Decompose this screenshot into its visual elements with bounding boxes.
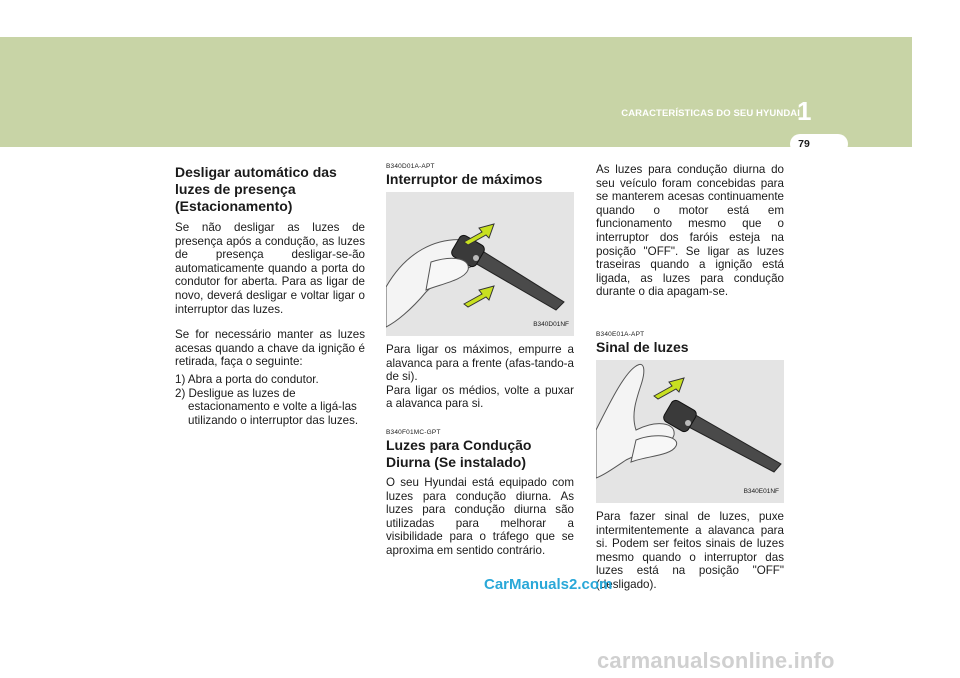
paragraph-high-beam: Para ligar os máximos, empurre a alavanca para a frente (afas-tando-a de si). Para ligar os médios, volte a puxar a alavanca para si. xyxy=(386,343,574,411)
flash-illustration xyxy=(596,360,784,503)
step-item: 1) Abra a porta do condutor. xyxy=(175,372,319,386)
section-title: CARACTERÍSTICAS DO SEU HYUNDAI xyxy=(621,108,800,119)
heading-high-beam: Interruptor de máximos xyxy=(386,171,543,187)
high-beam-illustration xyxy=(386,192,574,336)
section-number: 1 xyxy=(797,96,812,126)
section-code: B340D01A-APT xyxy=(386,163,435,170)
watermark-carmanualsonline[interactable]: carmanualsonline.info xyxy=(597,648,835,673)
figure-code: B340D01NF xyxy=(533,321,569,329)
paragraph-daytime-lights: O seu Hyundai está equipado com luzes para condução diurna. As luzes para condução diurna são utilizadas para melhorar a visibilidade para o tráfego que se aproxima em sentido contrário. xyxy=(386,475,574,557)
heading-auto-off: Desligar automático das luzes de presença (Estacionamento) xyxy=(175,164,337,214)
paragraph-keep-lights: Se for necessário manter as luzes acesas quando a chave da ignição é retirada, faça o seguinte: xyxy=(175,328,365,369)
paragraph-daytime-continued: As luzes para condução diurna do seu veículo foram concebidas para se manterem acesas continuamente quando o motor está em funcionamento mesmo que o interruptor dos faróis esteja na posição "OFF". Se ligar as luzes traseiras quando a ignição está ligada, as luzes para condução durante o dia apagam-se. xyxy=(596,163,784,299)
column-high-beam xyxy=(386,163,574,570)
figure-code: B340E01NF xyxy=(743,488,779,496)
page-number: 79 xyxy=(798,138,810,150)
step-item: 2) Desligue as luzes de estacionamento e volte a ligá-las utilizando o interruptor das luzes. xyxy=(175,386,359,427)
section-code: B340F01MC-GPT xyxy=(386,428,441,436)
paragraph-auto-off: Se não desligar as luzes de presença após a condução, as luzes de presença desligar-se-ão automaticamente quando a porta do condutor for aberta. Para as ligar de novo, deverá desligar e voltar ligar o interruptor das luzes. xyxy=(175,221,365,316)
steps-list xyxy=(175,373,365,427)
column-flash xyxy=(596,163,784,604)
paragraph-flash: Para fazer sinal de luzes, puxe intermitentemente a alavanca para si. Podem ser feitos sinais de luzes mesmo quando o interruptor das luzes está na posição "OFF" (desligado). xyxy=(596,509,784,591)
header-band xyxy=(0,37,912,147)
watermark-carmanuals2[interactable]: CarManuals2.com xyxy=(484,576,613,593)
heading-flash: Sinal de luzes xyxy=(596,338,689,355)
section-code: B340E01A-APT xyxy=(596,330,645,338)
figure-flash xyxy=(596,360,784,503)
figure-high-beam xyxy=(386,192,574,336)
heading-daytime-lights: Luzes para Condução Diurna (Se instalado) xyxy=(386,436,532,470)
column-auto-off xyxy=(175,164,365,427)
